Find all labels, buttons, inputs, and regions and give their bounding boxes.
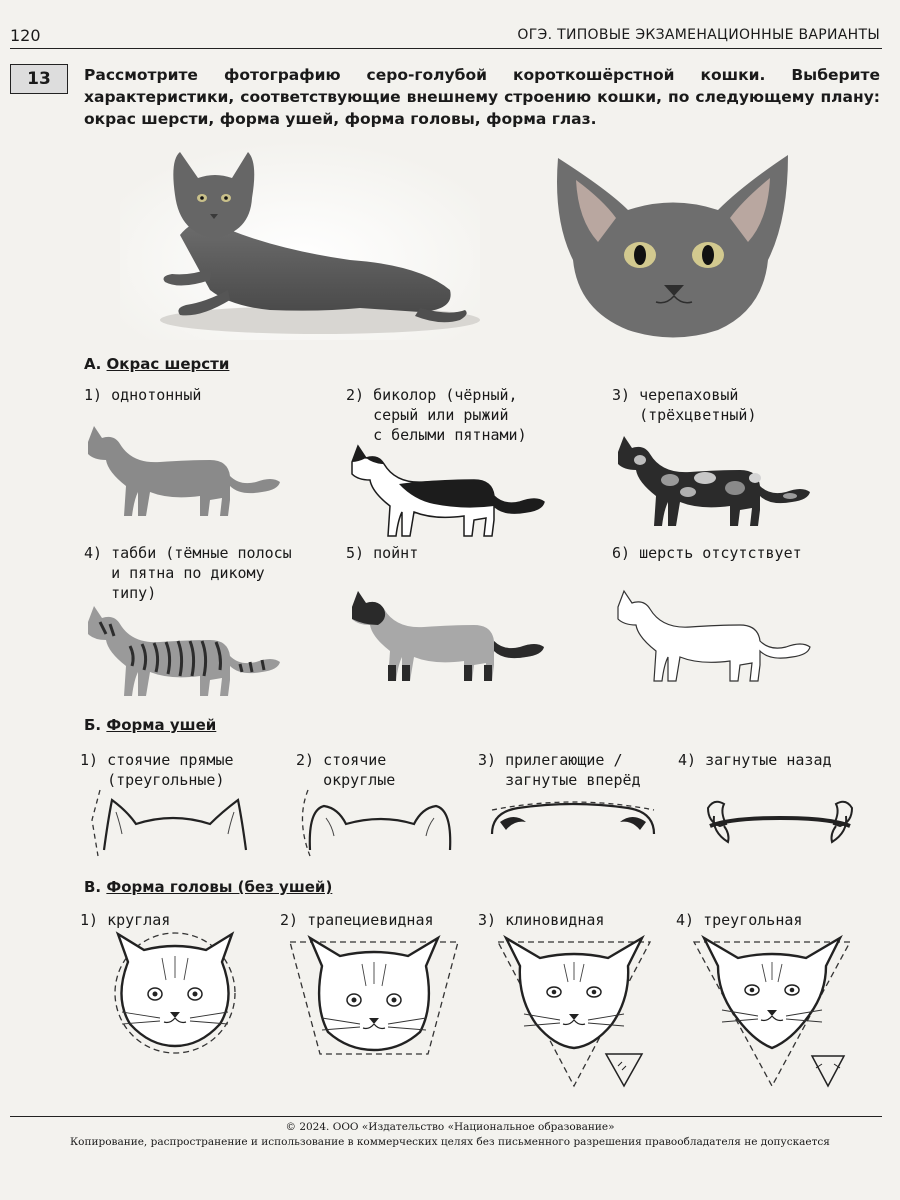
section-b-title: Форма ушей bbox=[106, 716, 217, 734]
tabby-cat-silhouette bbox=[80, 600, 280, 700]
question-number-box: 13 bbox=[10, 64, 68, 94]
copyright-line: © 2024. ООО «Издательство «Национальное образование» bbox=[285, 1121, 615, 1133]
header-divider bbox=[10, 48, 882, 49]
ears-folded-forward-drawing bbox=[488, 800, 658, 850]
hairless-cat-outline bbox=[610, 585, 810, 685]
ear-option-1: 1) стоячие прямые (треугольные) bbox=[80, 751, 234, 789]
bicolor-cat-silhouette bbox=[344, 440, 544, 540]
copyright-notice: Копирование, распространение и использование в коммерческих целях без письменного разрешения правообладателя не допускается bbox=[70, 1136, 830, 1148]
coat-option-5: 5) пойнт bbox=[346, 544, 419, 562]
question-text: Рассмотрите фотографию серо-голубой короткошёрстной кошки. Выберите характеристики, соответствующие внешнему строению кошки, по следующему плану: окрас шерсти, форма ушей, форма головы, форма глаз. bbox=[84, 66, 880, 128]
ear-option-4: 4) загнутые назад bbox=[678, 751, 832, 769]
section-a-heading bbox=[84, 355, 229, 373]
coat-option-1: 1) однотонный bbox=[84, 386, 202, 404]
head-option-3: 3) клиновидная bbox=[478, 911, 605, 929]
section-c-letter: В. bbox=[84, 878, 102, 896]
coat-option-3: 3) черепаховый (трёхцветный) bbox=[612, 386, 757, 424]
ear-option-2: 2) стоячие округлые bbox=[296, 751, 396, 789]
colorpoint-cat-silhouette bbox=[344, 585, 544, 685]
footer-divider bbox=[10, 1116, 882, 1117]
section-c-heading bbox=[84, 878, 332, 896]
tortoiseshell-cat-silhouette bbox=[610, 430, 810, 530]
head-triangle-drawing bbox=[688, 936, 888, 1096]
ears-straight-drawing bbox=[88, 790, 258, 860]
page-number: 120 bbox=[10, 26, 41, 45]
ears-curled-back-drawing bbox=[700, 796, 860, 856]
running-title: ОГЭ. ТИПОВЫЕ ЭКЗАМЕНАЦИОННЫЕ ВАРИАНТЫ bbox=[517, 27, 880, 43]
coat-option-4: 4) табби (тёмные полосы и пятна по дикому типу) bbox=[84, 544, 292, 602]
head-wedge-drawing bbox=[484, 936, 684, 1096]
head-trapezoid-drawing bbox=[284, 936, 464, 1066]
section-b-heading bbox=[84, 716, 216, 734]
cat-photo-lying bbox=[120, 140, 480, 340]
section-c-title: Форма головы (без ушей) bbox=[106, 878, 333, 896]
head-round-drawing bbox=[100, 928, 250, 1058]
head-option-1: 1) круглая bbox=[80, 911, 171, 929]
solid-cat-silhouette bbox=[80, 420, 280, 520]
cat-photo-head bbox=[548, 150, 798, 340]
section-a-letter: А. bbox=[84, 355, 102, 373]
head-option-4: 4) треугольная bbox=[676, 911, 803, 929]
coat-option-2: 2) биколор (чёрный, серый или рыжий с белыми пятнами) bbox=[346, 386, 527, 444]
coat-option-6: 6) шерсть отсутствует bbox=[612, 544, 802, 562]
ears-rounded-drawing bbox=[296, 790, 466, 860]
head-option-2: 2) трапециевидная bbox=[280, 911, 434, 929]
section-b-letter: Б. bbox=[84, 716, 102, 734]
section-a-title: Окрас шерсти bbox=[106, 355, 230, 373]
ear-option-3: 3) прилегающие / загнутые вперёд bbox=[478, 751, 641, 789]
